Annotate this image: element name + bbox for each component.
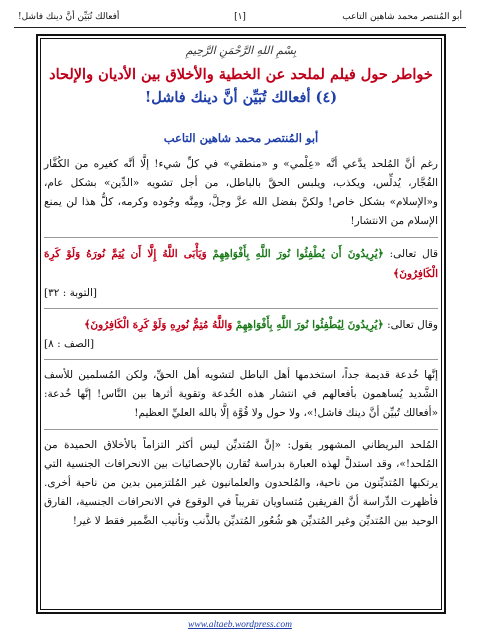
header-author: أبو المُنتصر محمد شاهين التاعب [342,12,462,22]
divider [44,429,438,430]
document-body [44,40,438,531]
footer-website-link[interactable]: www.altaeb.wordpress.com [188,620,292,630]
verse-2-part-b: وَاللَّهُ مُتِمُّ نُورِهِ وَلَوْ كَرِهَ الْكَافِرُونَ﴾ [84,319,233,331]
page-number: [١] [234,12,246,22]
verse-2-intro: وقال تعالى: [387,319,438,331]
paragraph-1: رغم أنَّ المُلحد يدَّعي أنَّه «عِلْمي» و «منطقي» في كلِّ شيء! إلَّا أنَّه كغيره من الكُفَّار الفُجَّار، يُدلِّس، ويكذب، ويلبس الحقَّ بالباطل، من أجل تشويه «الدِّين» بشكل عام، و«الإسلام» بشكل خاص! ولكنَّ بفضل الله عزَّ وجلَّ، ومِنَّه وجُوده وكرمه، كلُّ هذا لن يمنع الإسلام من الانتشار! [44,158,438,227]
verse-2-reference: [الصف : ٨] [44,338,95,350]
header-title: أفعالك تُبَيِّن أنَّ دينك فاشل! [18,12,120,22]
verse-2 [44,315,438,335]
paragraph-3: المُلحد البريطاني المشهور يقول: «إنَّ المُتديِّن ليس أكثر التزاماً بالأخلاق الحميدة من المُلحد!»، وقد استدلَّ لهذه العبارة بدراسة تُقارن بالإحصائيات بين الانحرافات الجنسية التي يرتكبها المُتديِّنون من ناحية، والمُلحدون والعلمانيون غير المُلتزمين بدين من ناحية أخرى. فأظهرت الدِّراسة أنَّ الفريقين مُتساويان تقريباً في الوقوع في الانحرافات الجنسية، الفارق الوحيد بين المُتديِّن وغير المُتديِّن هو شُعُور المُتديِّن بالذَّنب وتأنيب الضَّمير فقط لا غير! [44,439,438,527]
divider [44,308,438,309]
verse-1-intro: قال تعالى: [389,248,438,260]
author-name: أبو المُنتصر محمد شاهين التاعب [163,131,319,145]
divider [44,359,438,360]
verse-1-part-a: ﴿يُرِيدُونَ أَن يُطْفِئُوا نُورَ اللَّهِ بِأَفْوَاهِهِمْ [212,248,384,260]
header-rule [14,27,466,28]
verse-2-part-a: ﴿يُرِيدُونَ لِيُطْفِئُوا نُورَ اللَّهِ بِأَفْوَاهِهِمْ [235,319,384,331]
verse-1-reference: [التوبة : ٣٢] [44,287,97,299]
verse-1-part-b: وَيَأْبَى اللَّهُ إِلَّا أَن يُتِمَّ نُورَهُ وَلَوْ كَرِهَ الْكَافِرُونَ﴾ [44,248,438,280]
verse-1 [44,244,438,284]
document-title: خواطر حول فيلم لملحد عن الخطية والأخلاق بين الأديان والإلحاد [49,66,433,83]
document-subtitle: (٤) أفعالك تُبَيِّن أنَّ دينك فاشل! [144,89,338,106]
basmala: بِسْمِ اللهِ الرَّحْمَنِ الرَّحِيمِ [185,44,297,57]
divider [44,237,438,238]
paragraph-2: إنَّها خُدعة قديمة جداً، استخدمها أهل الباطل لتشويه أهل الحقِّ، ولكن المُسلمين للأسف الشَّديد يُساهمون بأفعالهم في انتشار هذه الخُدعة وتقوية أثرها بين النَّاس! إنَّها خُدعة: «أفعالك تُبيِّن أنَّ دينك فاشل!»، ولا حول ولا قُوَّة إلَّا بالله العليِّ العظيم! [44,369,438,419]
page-header [14,6,466,28]
